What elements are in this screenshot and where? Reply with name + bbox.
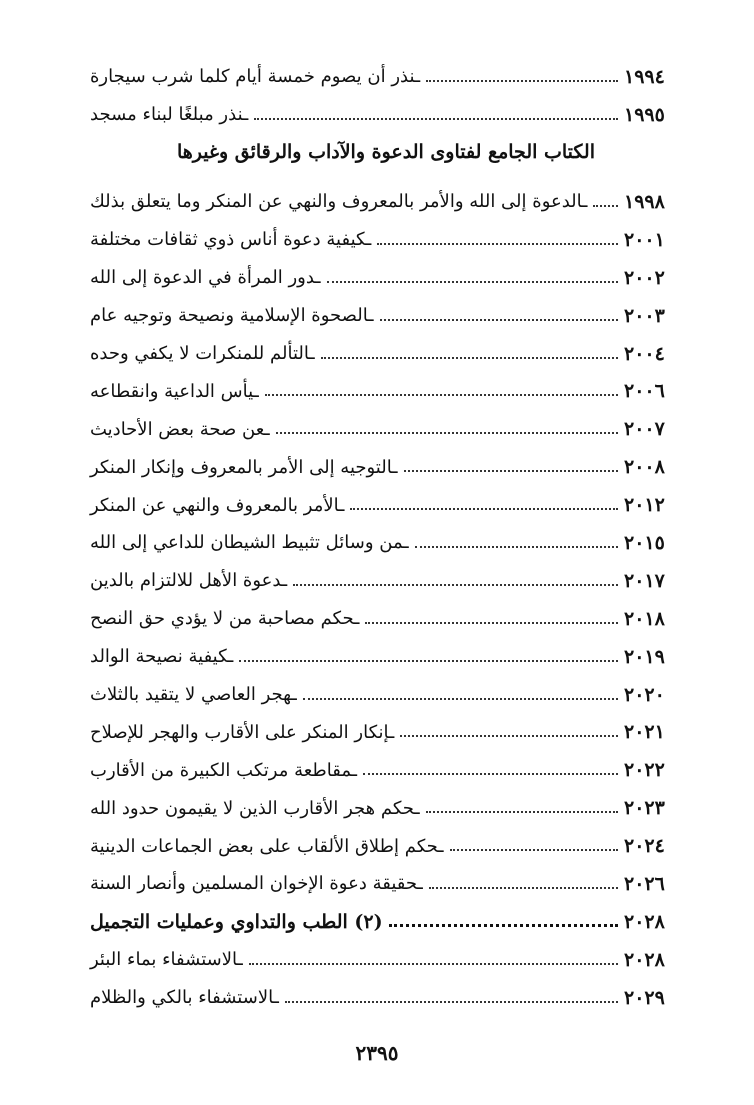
toc-entry — [84, 638, 688, 676]
entry-page: ٢٠٠٣ — [624, 304, 665, 327]
leader-dots — [254, 118, 618, 120]
entry-page: ٢٠١٨ — [624, 607, 665, 630]
entry-page: ٢٠٢٦ — [624, 872, 665, 895]
entry-title: ـالأمر بالمعروف والنهي عن المنكر — [90, 494, 345, 516]
entry-title: ـإنكار المنكر على الأقارب والهجر للإصلاح — [90, 721, 395, 743]
toc-entry — [84, 789, 688, 827]
entry-title: ـحكم مصاحبة من لا يؤدي حق النصح — [90, 608, 360, 630]
entry-page: ٢٠١٧ — [624, 569, 665, 592]
entry-page: ١٩٩٤ — [624, 65, 665, 88]
toc-top-block — [84, 58, 688, 134]
leader-dots — [249, 963, 618, 965]
toc-entry — [84, 941, 688, 979]
leader-dots — [365, 622, 618, 624]
toc-entry — [84, 259, 688, 297]
entry-title: ـمن وسائل تثبيط الشيطان للداعي إلى الله — [90, 532, 409, 554]
subsection-title: (٢) الطب والتداوي وعمليات التجميل — [90, 910, 383, 933]
entry-title: ـدور المرأة في الدعوة إلى الله — [90, 267, 321, 289]
leader-dots — [293, 584, 618, 586]
leader-dots — [327, 281, 618, 283]
toc-entry — [84, 827, 688, 865]
entry-page: ٢٠٢٣ — [624, 797, 665, 820]
leader-dots — [363, 773, 618, 775]
entry-title: ـعن صحة بعض الأحاديث — [90, 418, 270, 440]
entry-page: ١٩٩٨ — [624, 190, 665, 213]
entry-title: ـحكم إطلاق الألقاب على بعض الجماعات الدينية — [90, 835, 444, 857]
entry-page: ٢٠٠٤ — [624, 342, 665, 365]
leader-dots — [276, 432, 618, 434]
toc-entry — [84, 96, 688, 134]
toc-entry — [84, 676, 688, 714]
toc-entry — [84, 713, 688, 751]
leader-dots — [415, 546, 618, 548]
leader-dots — [404, 470, 619, 472]
entry-page: ٢٠٢٩ — [624, 986, 665, 1009]
leader-dots — [426, 811, 618, 813]
leader-dots — [285, 1001, 618, 1003]
toc-entry — [84, 524, 688, 562]
footer-page-number: ٢٣٩٥ — [355, 1041, 399, 1065]
toc-main-block — [84, 183, 688, 1017]
entry-page: ٢٠١٩ — [624, 645, 665, 668]
toc-entry — [84, 221, 688, 259]
toc-entry — [84, 865, 688, 903]
entry-title: ـالصحوة الإسلامية ونصيحة وتوجيه عام — [90, 305, 374, 327]
toc-entry — [84, 410, 688, 448]
entry-title: ـمقاطعة مرتكب الكبيرة من الأقارب — [90, 759, 358, 781]
leader-dots — [426, 80, 618, 82]
entry-title: ـدعوة الأهل للالتزام بالدين — [90, 570, 288, 592]
entry-page: ٢٠٢٢ — [624, 759, 665, 782]
toc-entry — [84, 335, 688, 373]
entry-page: ٢٠٢٨ — [624, 948, 665, 971]
entry-page: ٢٠٠٧ — [624, 418, 665, 441]
entry-title: ـالتألم للمنكرات لا يكفي وحده — [90, 343, 315, 364]
toc-entry — [84, 486, 688, 524]
leader-dots — [239, 660, 618, 662]
leader-dots — [350, 508, 618, 510]
entry-page: ٢٠٢١ — [624, 721, 665, 744]
entry-title: ـيأس الداعية وانقطاعه — [90, 380, 259, 402]
entry-title: ـحكم هجر الأقارب الذين لا يقيمون حدود الله — [90, 797, 420, 819]
entry-title: ـهجر العاصي لا يتقيد بالثلاث — [90, 684, 297, 706]
toc-entry — [84, 448, 688, 486]
toc-entry — [84, 600, 688, 638]
leader-dots — [400, 735, 618, 737]
toc-entry — [84, 183, 688, 221]
leader-dots — [377, 243, 618, 245]
leader-dots — [265, 394, 618, 396]
entry-page: ٢٠٠٢ — [624, 266, 665, 289]
entry-page: ١٩٩٥ — [624, 103, 665, 126]
subsection-page: ٢٠٢٨ — [624, 910, 665, 933]
leader-dots — [389, 924, 618, 927]
entry-title: ـكيفية نصيحة الوالد — [90, 646, 234, 668]
entry-title: ـالاستشفاء بماء البئر — [90, 949, 243, 971]
entry-title: ـنذر مبلغًا لبناء مسجد — [90, 104, 249, 126]
toc-entry — [84, 372, 688, 410]
entry-page: ٢٠٢٤ — [624, 835, 665, 858]
entry-title: ـالتوجيه إلى الأمر بالمعروف وإنكار المنكر — [90, 456, 398, 478]
toc-entry — [84, 751, 688, 789]
toc-entry — [84, 58, 688, 96]
toc-entry — [84, 562, 688, 600]
toc-subsection-heading — [84, 903, 688, 941]
entry-page: ٢٠١٥ — [624, 531, 665, 554]
leader-dots — [593, 205, 618, 207]
entry-title: ـالاستشفاء بالكي والظلام — [90, 987, 279, 1009]
leader-dots — [450, 849, 618, 851]
entry-page: ٢٠٠٨ — [624, 456, 665, 479]
entry-title: ـالدعوة إلى الله والأمر بالمعروف والنهي عن المنكر وما يتعلق بذلك — [90, 191, 588, 213]
entry-title: ـنذر أن يصوم خمسة أيام كلما شرب سيجارة — [90, 66, 421, 88]
toc-entry — [84, 297, 688, 335]
toc-entry — [84, 979, 688, 1017]
entry-title: ـكيفية دعوة أناس ذوي ثقافات مختلفة — [90, 229, 372, 251]
entry-page: ٢٠٠١ — [624, 228, 665, 251]
entry-page: ٢٠٢٠ — [624, 683, 665, 706]
leader-dots — [321, 357, 618, 359]
leader-dots — [429, 887, 618, 889]
leader-dots — [380, 319, 619, 321]
entry-page: ٢٠٠٦ — [624, 380, 665, 403]
entry-title: ـحقيقة دعوة الإخوان المسلمين وأنصار السنة — [90, 873, 423, 895]
section-heading: الكتاب الجامع لفتاوى الدعوة والآداب والرقائق وغيرها — [177, 141, 595, 163]
entry-page: ٢٠١٢ — [624, 494, 665, 517]
leader-dots — [303, 698, 618, 700]
